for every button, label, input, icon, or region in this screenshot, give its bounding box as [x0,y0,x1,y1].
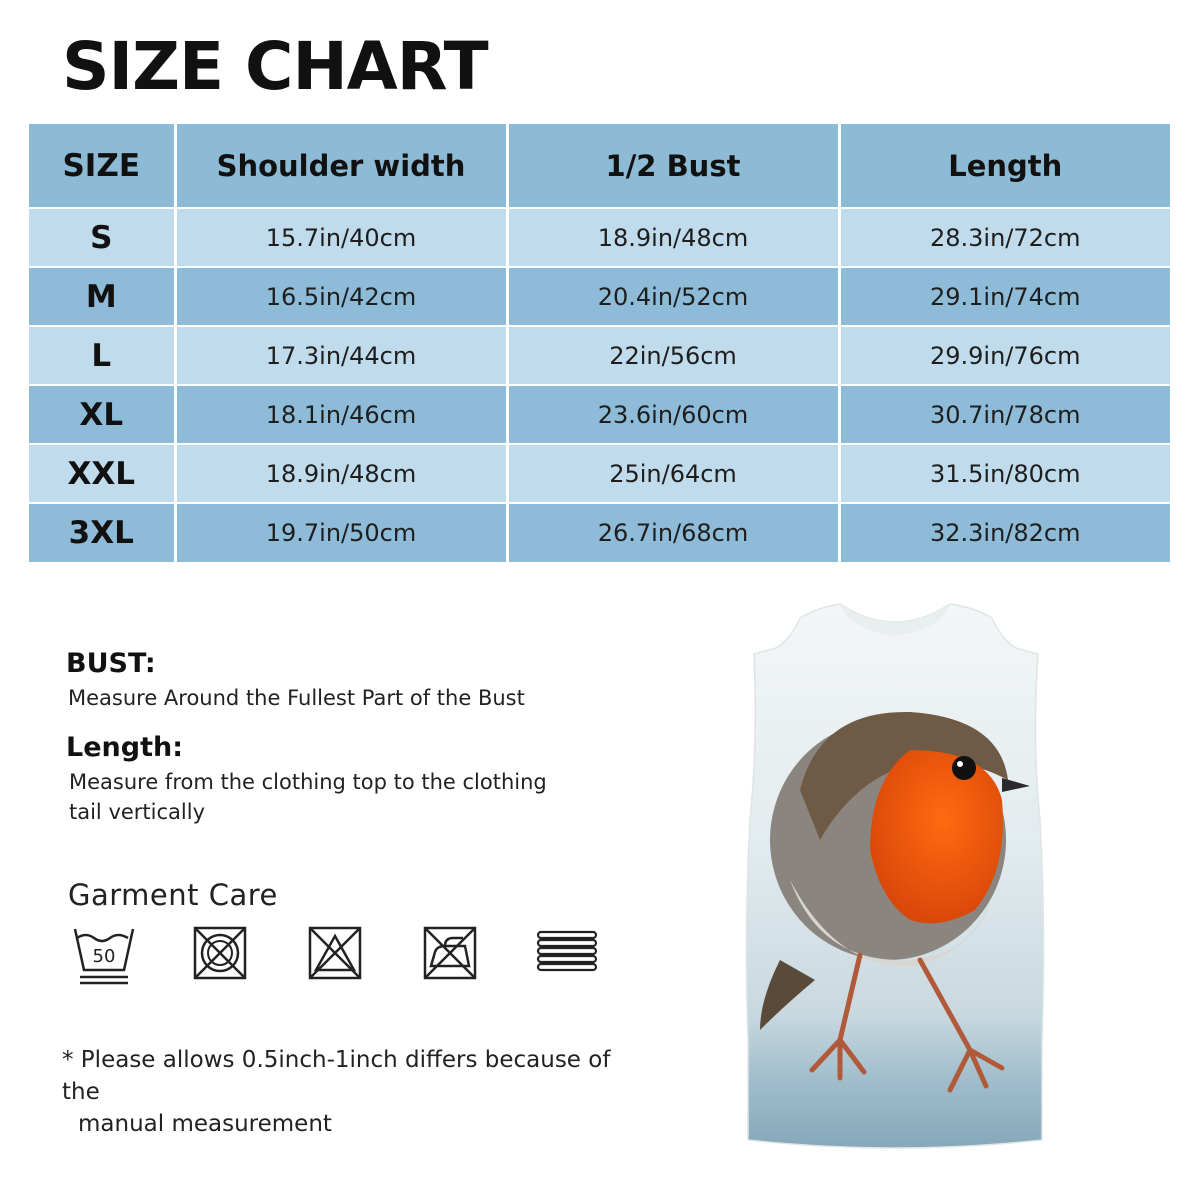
length-text-line-2: tail vertically [69,800,206,824]
length-cell: 31.5in/80cm [929,459,1081,488]
header-half-bust: 1/2 Bust [507,124,839,208]
size-cell: 3XL [29,503,175,562]
bust-cell: 25in/64cm [507,444,839,503]
shoulder-cell: 18.1in/46cm [175,385,507,444]
wash-temp-label: 50 [92,946,116,967]
header-shoulder-width: Shoulder width [175,124,507,208]
shoulder-cell: 16.5in/42cm [175,267,507,326]
product-image [740,600,1050,1152]
size-cell: XL [29,385,175,444]
header-length: Length [948,148,1063,183]
table-row [29,267,1170,326]
header-size: SIZE [29,124,175,208]
table-row [29,385,1170,444]
table-header-row [29,124,1170,208]
note-line-1: * Please allows 0.5inch-1inch differs because of the [62,1047,611,1105]
shoulder-cell: 15.7in/40cm [175,208,507,267]
size-cell: M [29,267,175,326]
length-text-line-1: Measure from the clothing top to the clothing [69,770,547,794]
size-table [29,124,1170,562]
bust-text: Measure Around the Fullest Part of the Bust [68,686,525,710]
length-cell: 28.3in/72cm [929,223,1081,252]
length-cell: 29.9in/76cm [929,341,1081,370]
bust-cell: 20.4in/52cm [507,267,839,326]
bust-cell: 26.7in/68cm [507,503,839,562]
size-cell: L [29,326,175,385]
bust-cell: 18.9in/48cm [507,208,839,267]
table-row [29,444,1170,503]
bust-title: BUST: [66,648,156,679]
length-cell: 29.1in/74cm [929,282,1081,311]
no-iron-icon [423,926,479,986]
length-guide [66,732,547,827]
page-title: SIZE CHART [62,28,488,105]
dry-flat-icon [536,930,598,980]
no-tumble-dry-icon [193,926,249,986]
table-row [29,208,1170,267]
length-title: Length: [66,732,183,763]
bust-cell: 23.6in/60cm [507,385,839,444]
shoulder-cell: 18.9in/48cm [175,444,507,503]
size-cell: S [29,208,175,267]
bust-cell: 22in/56cm [507,326,839,385]
shoulder-cell: 19.7in/50cm [175,503,507,562]
size-cell: XXL [29,444,175,503]
length-cell: 30.7in/78cm [929,400,1081,429]
measurement-note [62,1044,642,1140]
note-line-2: manual measurement [78,1111,332,1137]
length-cell: 32.3in/82cm [929,519,1081,547]
table-row [29,326,1170,385]
garment-care-title: Garment Care [68,878,278,912]
table-row [29,503,1170,562]
shoulder-cell: 17.3in/44cm [175,326,507,385]
wash-50-icon [72,926,136,990]
bust-guide [66,648,525,713]
no-bleach-icon [308,926,364,986]
